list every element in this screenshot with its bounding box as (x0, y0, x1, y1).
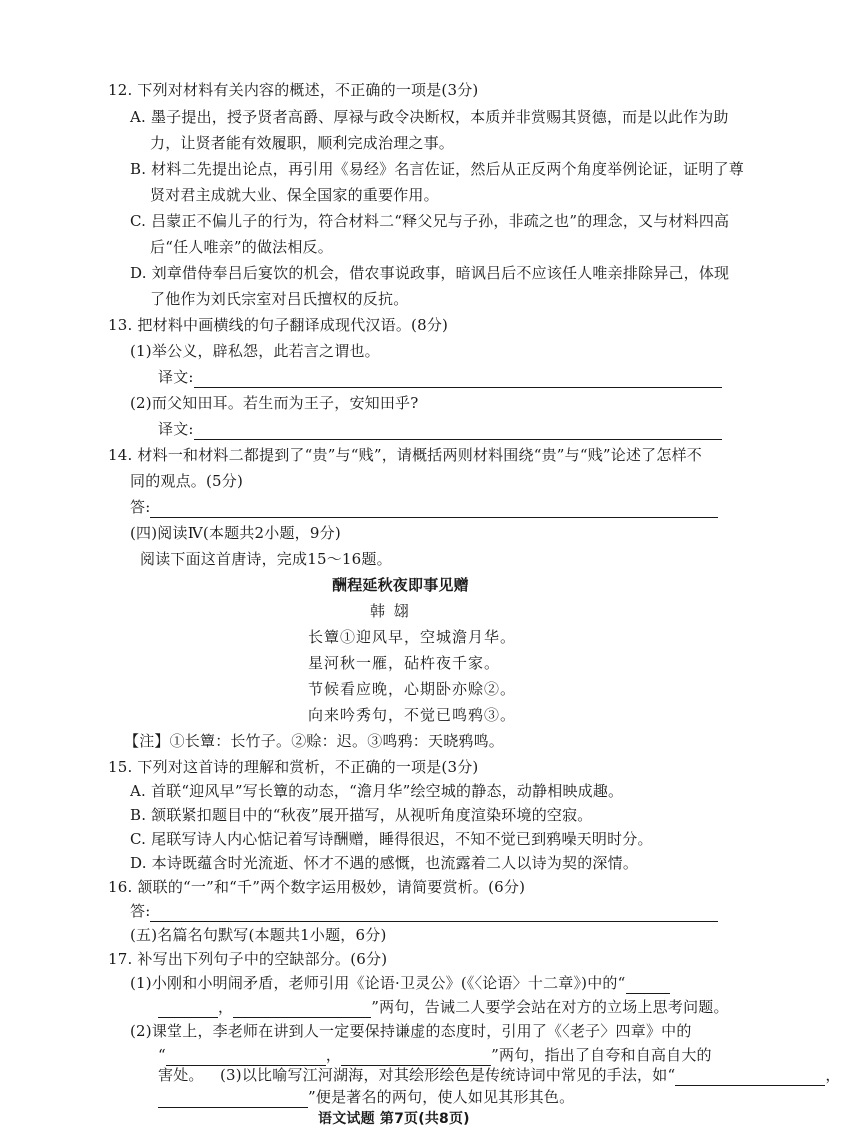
fill-blank[interactable] (158, 1091, 308, 1108)
poem-line-4: 向来吟秀句，不觉已鸣鸦③。 (308, 706, 517, 724)
answer-blank[interactable] (150, 501, 718, 518)
q13-sentence-1: (1)举公义，辟私怨，此若言之谓也。 (130, 342, 380, 360)
q15-stem: 15. 下列对这首诗的理解和赏析，不正确的一项是(3分) (108, 758, 479, 776)
q13-stem: 13. 把材料中画横线的句子翻译成现代汉语。(8分) (108, 316, 449, 334)
q15-option-b: B. 颔联紧扣题目中的“秋夜”展开描写，从视听角度渲染环境的空寂。 (130, 806, 593, 824)
fill-blank[interactable] (158, 1001, 218, 1018)
q17-item-3-line1: (3)以比喻写江河湖海，对其绘形绘色是传统诗词中常见的手法，如“ ， (220, 1066, 841, 1084)
q12-option-b-line2: 贤对君主成就大业、保全国家的重要作用。 (150, 186, 439, 204)
section-4-intro: 阅读下面这首唐诗，完成15～16题。 (140, 550, 392, 568)
poem-line-3: 节候看应晚，心期卧亦赊②。 (308, 680, 517, 698)
q17-item-2-line3: 害处。 (158, 1066, 204, 1084)
q17-item-2-line2: “ ， ”两句，指出了自夸和自高自大的 (158, 1046, 712, 1064)
q14-stem-line1: 14. 材料一和材料二都提到了“贵”与“贱”，请概括两则材料围绕“贵”与“贱”论述了怎样不 (108, 446, 702, 464)
q12-option-a-line1: A. 墨子提出，授予贤者高爵、厚禄与政令决断权，本质并非赏赐其贤德，而是以此作为助 (130, 108, 729, 126)
q17-item-1-line1: (1)小刚和小明闹矛盾，老师引用《论语·卫灵公》(《〈论语〉十二章》)中的“ (130, 972, 670, 994)
q12-option-a-line2: 力，让贤者能有效履职，顺利完成治理之事。 (150, 134, 455, 152)
q12-option-d-line2: 了他作为刘氏宗室对吕氏擅权的反抗。 (150, 290, 409, 308)
q15-option-c: C. 尾联写诗人内心惦记着写诗酬赠，睡得很迟，不知不觉已到鸦噪天明时分。 (130, 830, 653, 848)
fill-blank[interactable] (675, 1069, 825, 1086)
section-4-heading: (四)阅读Ⅳ(本题共2小题，9分) (130, 524, 341, 542)
q12-option-c-line1: C. 吕蒙正不偏儿子的行为，符合材料二“释父兄与子孙，非疏之也”的理念，又与材料四高 (130, 212, 730, 230)
q14-stem-line2: 同的观点。(5分) (130, 472, 244, 490)
q16-answer[interactable] (130, 900, 718, 922)
q15-option-a: A. 首联“迎风早”写长簟的动态，“澹月华”绘空城的静态，动静相映成趣。 (130, 782, 624, 800)
q12-option-b-line1: B. 材料二先提出论点，再引用《易经》名言佐证，然后从正反两个角度举例论证，证明了尊 (130, 160, 744, 178)
q13-answer-2[interactable] (158, 418, 722, 440)
poem-note: 【注】①长簟：长竹子。②赊：迟。③鸣鸦：天晓鸦鸣。 (124, 732, 505, 750)
q17-item-1-line2: ， ”两句，告诫二人要学会站在对方的立场上思考问题。 (158, 996, 729, 1018)
q16-stem: 16. 颔联的“一”和“千”两个数字运用极妙，请简要赏析。(6分) (108, 878, 526, 896)
answer-blank[interactable] (194, 371, 722, 388)
poem-line-2: 星河秋一雁，砧杵夜千家。 (308, 654, 501, 672)
answer-label: 答: (130, 498, 151, 516)
q12-option-c-line2: 后“任人唯亲”的做法相反。 (150, 238, 333, 256)
q13-sentence-2: (2)而父知田耳。若生而为王子，安知田乎? (130, 394, 419, 412)
q15-option-d: D. 本诗既蕴含时光流逝、怀才不遇的感慨，也流露着二人以诗为契的深情。 (130, 854, 639, 872)
q17-stem: 17. 补写出下列句子中的空缺部分。(6分) (108, 950, 388, 968)
translation-label: 译文: (158, 368, 194, 386)
poem-title: 酬程延秋夜即事见赠 (332, 576, 469, 594)
q14-answer[interactable] (130, 496, 718, 518)
answer-blank[interactable] (194, 423, 722, 440)
poem-author: 韩 翃 (370, 602, 411, 620)
q17-item-3-line2: ”便是著名的两句，使人如见其形其色。 (158, 1086, 574, 1108)
poem-line-1: 长簟①迎风早，空城澹月华。 (308, 628, 517, 646)
fill-blank[interactable] (233, 1001, 371, 1018)
translation-label: 译文: (158, 420, 194, 438)
fill-blank[interactable] (626, 977, 670, 994)
q17-item-2-line1: (2)课堂上，李老师在讲到人一定要保持谦虚的态度时，引用了《〈老子〉四章》中的 (130, 1022, 692, 1040)
page-footer: 语文试题 第7页(共8页) (318, 1111, 470, 1127)
answer-blank[interactable] (150, 905, 718, 922)
q13-answer-1[interactable] (158, 366, 722, 388)
q12-stem: 12. 下列对材料有关内容的概述，不正确的一项是(3分) (108, 81, 479, 99)
section-5-heading: (五)名篇名句默写(本题共1小题，6分) (130, 926, 387, 944)
answer-label: 答: (130, 902, 151, 920)
q12-option-d-line1: D. 刘章借侍奉吕后宴饮的机会，借农事说政事，暗讽吕后不应该任人唯亲排除异己，体现 (130, 264, 730, 282)
